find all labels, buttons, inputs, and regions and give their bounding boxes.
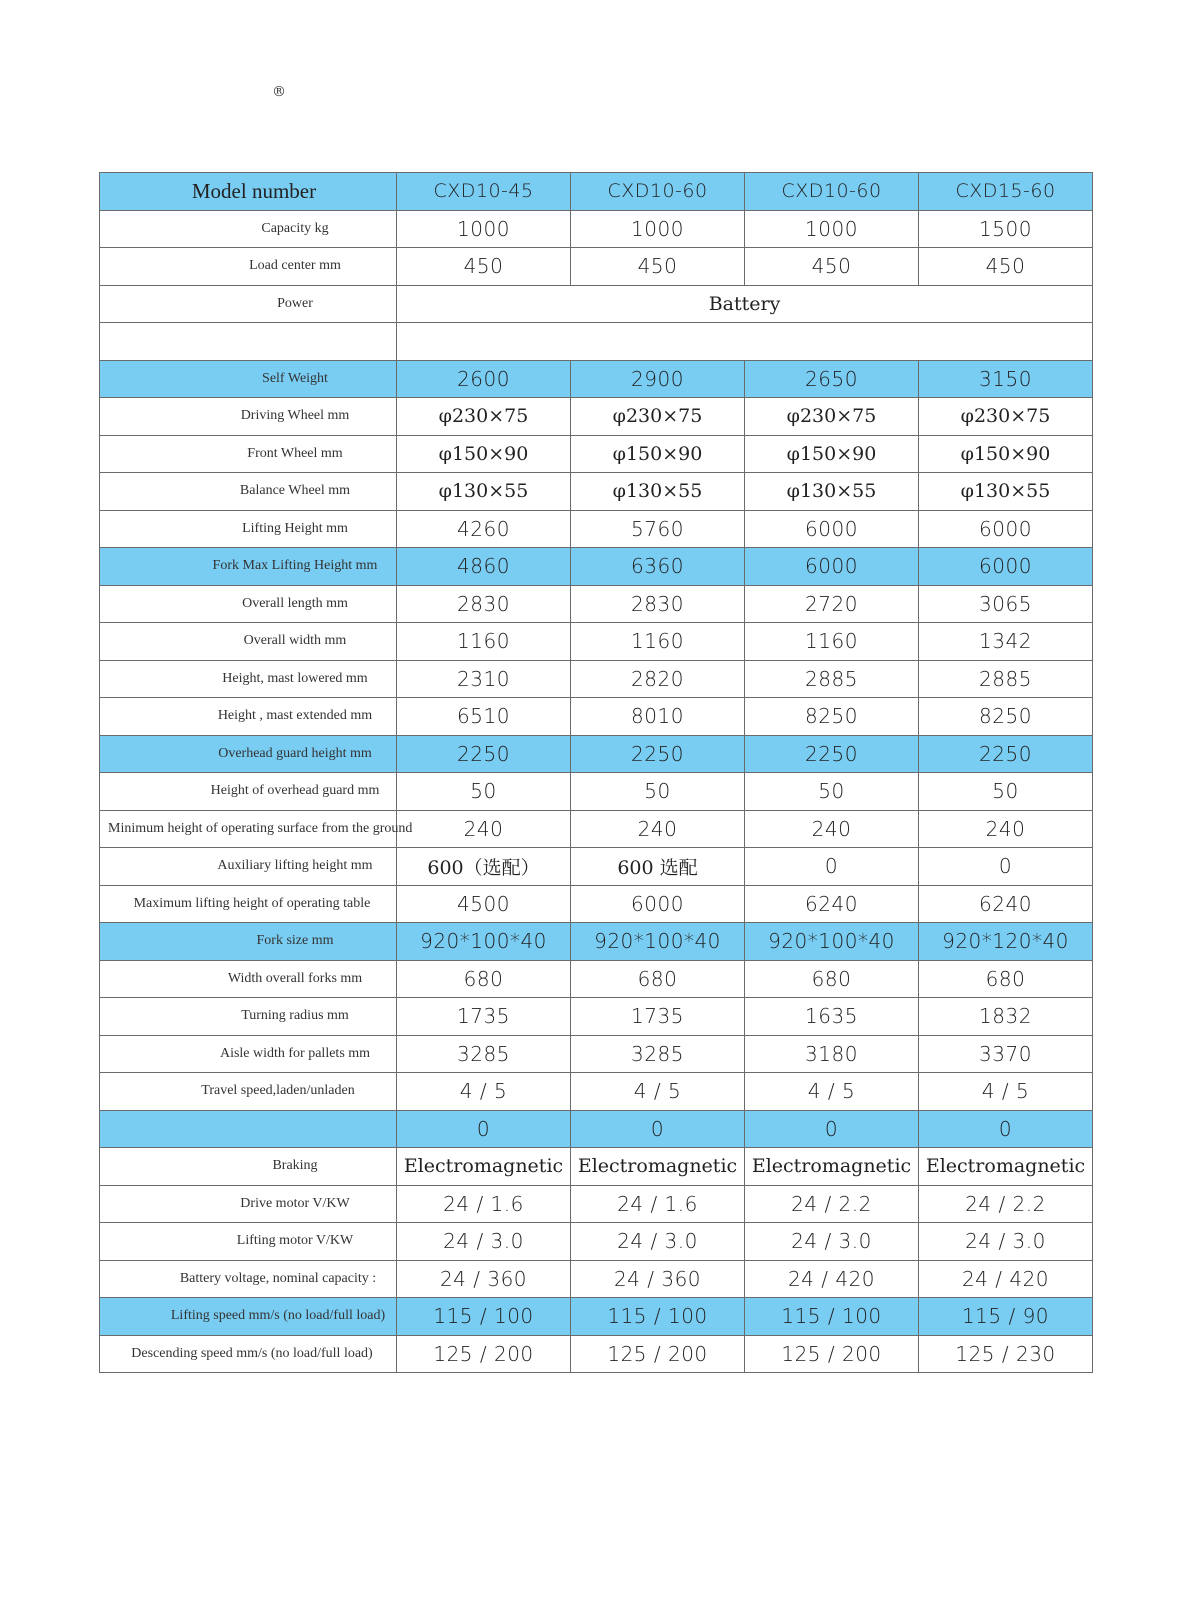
row-value-cell: 6510 xyxy=(397,698,571,736)
row-value-cell: 24 / 2.2 xyxy=(919,1185,1093,1223)
row-value-cell: 0 xyxy=(571,1110,745,1148)
table-row xyxy=(100,360,1093,398)
row-value-cell: 24 / 420 xyxy=(919,1260,1093,1298)
row-value-cell: 680 xyxy=(919,960,1093,998)
row-value-cell: 920*100*40 xyxy=(571,923,745,961)
row-value-cell: Electromagnetic xyxy=(397,1148,571,1186)
row-label: Overhead guard height mm xyxy=(100,735,397,773)
row-value-cell: 125 / 200 xyxy=(397,1335,571,1373)
row-value-cell: φ150×90 xyxy=(397,435,571,473)
table-row xyxy=(100,660,1093,698)
table-row xyxy=(100,1073,1093,1111)
model-header-cell: CXD10-45 xyxy=(397,173,571,211)
row-value-cell: 8250 xyxy=(745,698,919,736)
row-value-cell: 1735 xyxy=(397,998,571,1036)
row-value-cell: φ230×75 xyxy=(745,398,919,436)
row-value-cell: 2250 xyxy=(919,735,1093,773)
row-value-cell: 920*100*40 xyxy=(745,923,919,961)
model-header-cell: CXD15-60 xyxy=(919,173,1093,211)
row-label: Power xyxy=(100,285,397,323)
row-label: Front Wheel mm xyxy=(100,435,397,473)
row-value-cell: 240 xyxy=(571,810,745,848)
row-value-cell: 6000 xyxy=(745,548,919,586)
row-label: Load center mm xyxy=(100,248,397,286)
row-value-cell: 680 xyxy=(397,960,571,998)
row-value-cell: 6000 xyxy=(745,510,919,548)
row-value-cell: 3370 xyxy=(919,1035,1093,1073)
row-value-cell: 6000 xyxy=(919,510,1093,548)
row-value-cell: 2830 xyxy=(397,585,571,623)
row-label: Self Weight xyxy=(100,360,397,398)
row-label: Balance Wheel mm xyxy=(100,473,397,511)
row-value-cell: 1160 xyxy=(745,623,919,661)
row-value-cell: φ230×75 xyxy=(571,398,745,436)
row-value-cell: 0 xyxy=(919,1110,1093,1148)
row-label: Minimum height of operating surface from the ground xyxy=(100,810,397,848)
row-value-cell: 1160 xyxy=(571,623,745,661)
row-value-cell: 450 xyxy=(919,248,1093,286)
table-row xyxy=(100,585,1093,623)
row-label: Height , mast extended mm xyxy=(100,698,397,736)
row-span-value: Battery xyxy=(397,285,1093,323)
row-value-cell: 3285 xyxy=(397,1035,571,1073)
table-row xyxy=(100,285,1093,323)
row-value-cell: 115 / 100 xyxy=(571,1298,745,1336)
row-value-cell: 1635 xyxy=(745,998,919,1036)
table-row xyxy=(100,923,1093,961)
row-value-cell: 6240 xyxy=(919,885,1093,923)
row-value-cell: 1000 xyxy=(745,210,919,248)
row-value-cell: φ230×75 xyxy=(397,398,571,436)
row-value-cell: φ130×55 xyxy=(919,473,1093,511)
row-value-cell: 8010 xyxy=(571,698,745,736)
row-value-cell: 24 / 2.2 xyxy=(745,1185,919,1223)
row-value-cell: 1342 xyxy=(919,623,1093,661)
row-label: Fork size mm xyxy=(100,923,397,961)
row-value-cell: 4260 xyxy=(397,510,571,548)
row-value-cell: 50 xyxy=(919,773,1093,811)
row-label xyxy=(100,323,397,361)
row-value-cell: 240 xyxy=(745,810,919,848)
row-value-cell: 2820 xyxy=(571,660,745,698)
row-label: Driving Wheel mm xyxy=(100,398,397,436)
row-value-cell: 2650 xyxy=(745,360,919,398)
row-value-cell: 920*100*40 xyxy=(397,923,571,961)
spec-table xyxy=(99,172,1093,1373)
row-value-cell: φ150×90 xyxy=(745,435,919,473)
row-label: Lifting speed mm/s (no load/full load) xyxy=(100,1298,397,1336)
row-value-cell: 680 xyxy=(745,960,919,998)
table-row xyxy=(100,1223,1093,1261)
row-value-cell: 50 xyxy=(397,773,571,811)
table-row xyxy=(100,848,1093,886)
table-row xyxy=(100,773,1093,811)
row-value-cell: 24 / 1.6 xyxy=(397,1185,571,1223)
row-value-cell: φ150×90 xyxy=(571,435,745,473)
row-value-cell: 2250 xyxy=(397,735,571,773)
row-value-cell: 2830 xyxy=(571,585,745,623)
table-row xyxy=(100,1185,1093,1223)
table-row xyxy=(100,1110,1093,1148)
row-value-cell: 1160 xyxy=(397,623,571,661)
table-row xyxy=(100,735,1093,773)
row-value-cell: 2900 xyxy=(571,360,745,398)
row-value-cell: 1000 xyxy=(397,210,571,248)
row-value-cell: 2250 xyxy=(571,735,745,773)
row-value-cell: 2600 xyxy=(397,360,571,398)
row-value-cell: 1500 xyxy=(919,210,1093,248)
row-value-cell: 50 xyxy=(745,773,919,811)
row-value-cell: 3180 xyxy=(745,1035,919,1073)
row-value-cell: 6240 xyxy=(745,885,919,923)
table-row xyxy=(100,323,1093,361)
table-row xyxy=(100,1260,1093,1298)
table-row xyxy=(100,1335,1093,1373)
registered-trademark-mark: ® xyxy=(272,84,286,100)
row-value-cell: 3065 xyxy=(919,585,1093,623)
row-label: Overall length mm xyxy=(100,585,397,623)
row-value-cell: 3150 xyxy=(919,360,1093,398)
row-value-cell: φ230×75 xyxy=(919,398,1093,436)
row-label: Overall width mm xyxy=(100,623,397,661)
row-value-cell: 0 xyxy=(745,848,919,886)
row-value-cell: 4500 xyxy=(397,885,571,923)
row-value-cell: 600（选配） xyxy=(397,848,571,886)
row-label: Width overall forks mm xyxy=(100,960,397,998)
row-value-cell: 0 xyxy=(919,848,1093,886)
row-value-cell: 2250 xyxy=(745,735,919,773)
row-value-cell: 920*120*40 xyxy=(919,923,1093,961)
row-value-cell: 24 / 1.6 xyxy=(571,1185,745,1223)
row-label: Lifting motor V/KW xyxy=(100,1223,397,1261)
row-value-cell: 2720 xyxy=(745,585,919,623)
table-row xyxy=(100,1035,1093,1073)
table-row xyxy=(100,210,1093,248)
row-value-cell: Electromagnetic xyxy=(919,1148,1093,1186)
table-row xyxy=(100,885,1093,923)
row-label: Height, mast lowered mm xyxy=(100,660,397,698)
row-value-cell: 6000 xyxy=(919,548,1093,586)
row-value-cell: 24 / 3.0 xyxy=(745,1223,919,1261)
row-value-cell: 3285 xyxy=(571,1035,745,1073)
model-number-header: Model number xyxy=(100,173,397,211)
row-value-cell: 4 / 5 xyxy=(397,1073,571,1111)
table-row xyxy=(100,623,1093,661)
row-value-cell: φ130×55 xyxy=(571,473,745,511)
row-label: Descending speed mm/s (no load/full load) xyxy=(100,1335,397,1373)
row-label: Turning radius mm xyxy=(100,998,397,1036)
table-row xyxy=(100,960,1093,998)
row-label: Battery voltage, nominal capacity : xyxy=(100,1260,397,1298)
row-value-cell: 240 xyxy=(919,810,1093,848)
model-header-cell: CXD10-60 xyxy=(571,173,745,211)
table-header-row xyxy=(100,173,1093,211)
row-value-cell: 125 / 200 xyxy=(745,1335,919,1373)
row-label xyxy=(100,1110,397,1148)
table-row xyxy=(100,810,1093,848)
row-value-cell: 600 选配 xyxy=(571,848,745,886)
table-row xyxy=(100,435,1093,473)
table-row xyxy=(100,510,1093,548)
row-label: Aisle width for pallets mm xyxy=(100,1035,397,1073)
row-label: Lifting Height mm xyxy=(100,510,397,548)
row-value-cell: 0 xyxy=(745,1110,919,1148)
row-value-cell: 4860 xyxy=(397,548,571,586)
row-value-cell: 450 xyxy=(745,248,919,286)
row-value-cell: 2885 xyxy=(919,660,1093,698)
row-value-cell: 24 / 420 xyxy=(745,1260,919,1298)
row-value-cell: 115 / 90 xyxy=(919,1298,1093,1336)
row-value-cell: 240 xyxy=(397,810,571,848)
row-label: Capacity kg xyxy=(100,210,397,248)
row-label: Fork Max Lifting Height mm xyxy=(100,548,397,586)
row-value-cell: 450 xyxy=(397,248,571,286)
table-row xyxy=(100,1148,1093,1186)
row-value-cell: 2885 xyxy=(745,660,919,698)
row-value-cell: 5760 xyxy=(571,510,745,548)
row-value-cell: 115 / 100 xyxy=(745,1298,919,1336)
row-value-cell: 1000 xyxy=(571,210,745,248)
row-value-cell: 24 / 360 xyxy=(397,1260,571,1298)
row-value-cell: 680 xyxy=(571,960,745,998)
row-value-cell: φ130×55 xyxy=(745,473,919,511)
row-value-cell: 6000 xyxy=(571,885,745,923)
row-value-cell: 24 / 360 xyxy=(571,1260,745,1298)
row-value-cell: φ150×90 xyxy=(919,435,1093,473)
table-row xyxy=(100,398,1093,436)
row-label: Maximum lifting height of operating table xyxy=(100,885,397,923)
table-row xyxy=(100,998,1093,1036)
row-value-cell: φ130×55 xyxy=(397,473,571,511)
row-value-cell: 4 / 5 xyxy=(571,1073,745,1111)
row-value-cell: 8250 xyxy=(919,698,1093,736)
row-value-cell: Electromagnetic xyxy=(745,1148,919,1186)
table-row xyxy=(100,698,1093,736)
table-row xyxy=(100,1298,1093,1336)
row-value-cell: 50 xyxy=(571,773,745,811)
table-row xyxy=(100,548,1093,586)
row-value-cell: 1832 xyxy=(919,998,1093,1036)
row-value-cell: 24 / 3.0 xyxy=(397,1223,571,1261)
row-label: Auxiliary lifting height mm xyxy=(100,848,397,886)
row-value-cell: 115 / 100 xyxy=(397,1298,571,1336)
row-label: Height of overhead guard mm xyxy=(100,773,397,811)
row-label: Drive motor V/KW xyxy=(100,1185,397,1223)
row-value-cell: 24 / 3.0 xyxy=(919,1223,1093,1261)
row-value-cell: 2310 xyxy=(397,660,571,698)
row-value-cell: 1735 xyxy=(571,998,745,1036)
row-value-cell: 4 / 5 xyxy=(919,1073,1093,1111)
row-value-cell: 0 xyxy=(397,1110,571,1148)
row-value-cell: 4 / 5 xyxy=(745,1073,919,1111)
row-value-cell: Electromagnetic xyxy=(571,1148,745,1186)
row-value-cell: 125 / 230 xyxy=(919,1335,1093,1373)
row-label: Travel speed,laden/unladen xyxy=(100,1073,397,1111)
row-value-cell: 6360 xyxy=(571,548,745,586)
row-span-value xyxy=(397,323,1093,361)
row-value-cell: 125 / 200 xyxy=(571,1335,745,1373)
table-row xyxy=(100,473,1093,511)
row-label: Braking xyxy=(100,1148,397,1186)
row-value-cell: 24 / 3.0 xyxy=(571,1223,745,1261)
model-header-cell: CXD10-60 xyxy=(745,173,919,211)
table-row xyxy=(100,248,1093,286)
row-value-cell: 450 xyxy=(571,248,745,286)
